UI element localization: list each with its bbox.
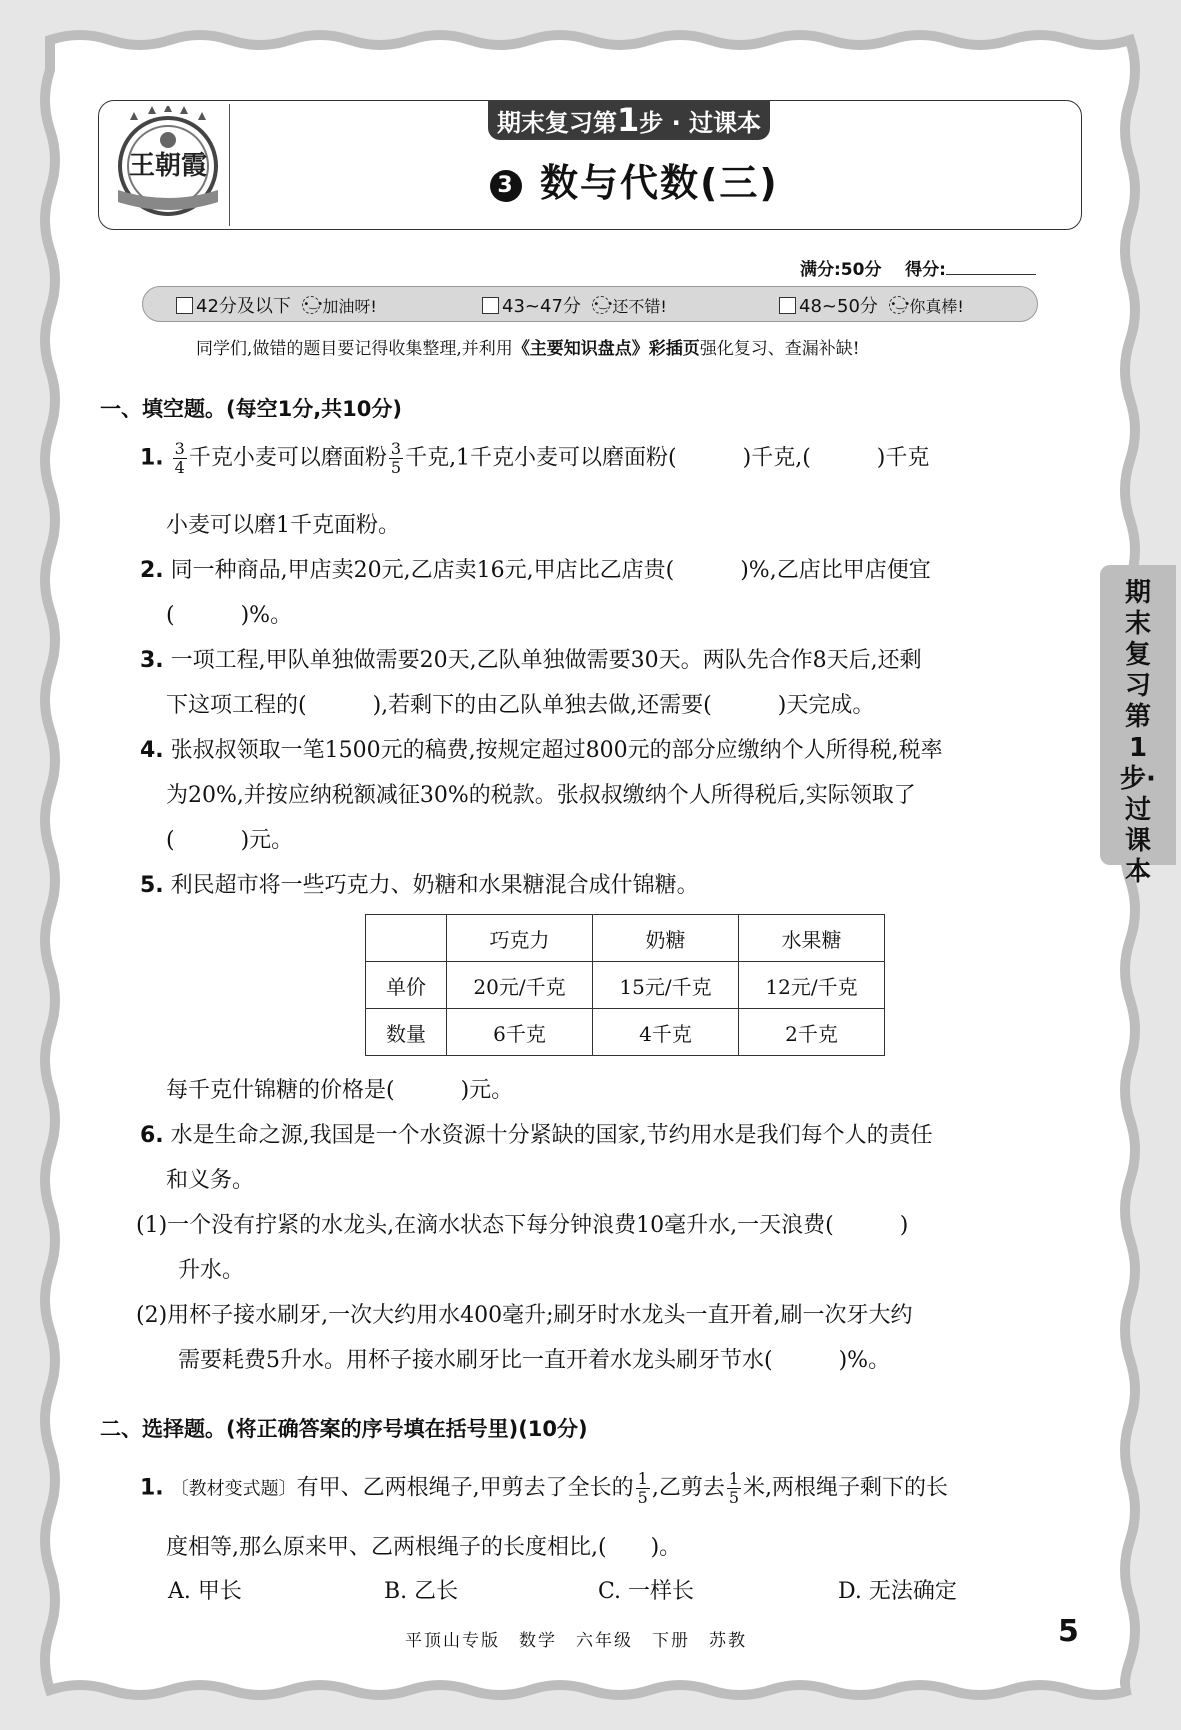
got-score-label: 得分: — [905, 260, 946, 280]
question-1-2-line1: 2. 同一种商品,甲店卖20元,乙店卖16元,甲店比乙店贵( )%,乙店比甲店便宜 — [140, 558, 931, 583]
happy-face-icon: •‿• — [889, 296, 907, 314]
table-cell: 15元/千克 — [593, 962, 739, 1009]
question-1-6-line1: 6. 水是生命之源,我国是一个水资源十分紧缺的国家,节约用水是我们每个人的责任 — [140, 1123, 933, 1148]
level-2-range: 43~47分 — [502, 296, 581, 317]
level-1 — [176, 292, 377, 318]
fraction: $\frac{1}{5}$ — [637, 1469, 648, 1507]
paper-sheet — [45, 35, 1135, 1695]
question-1-1-line1: 1. $\frac{3}{4}$ 千克小麦可以磨面粉 $\frac{3}{5}$ 千克,1千克小麦可以磨面粉( )千克,( )千克 — [140, 439, 930, 477]
question-1-6-sub1-line1: (1)一个没有拧紧的水龙头,在滴水状态下每分钟浪费10毫升水,一天浪费( ) — [136, 1213, 909, 1238]
table-cell: 巧克力 — [447, 915, 593, 962]
score-blank[interactable] — [946, 274, 1036, 275]
level-1-checkbox[interactable] — [176, 297, 193, 314]
smile-face-icon: •‿• — [592, 296, 610, 314]
option-b[interactable]: B. 乙长 — [384, 1579, 459, 1604]
question-1-4-line2: 为20%,并按应纳税额减征30%的税款。张叔叔缴纳个人所得税后,实际领取了 — [166, 783, 916, 808]
notice-bold: 《主要知识盘点》彩插页 — [512, 339, 700, 359]
level-1-range: 42分及以下 — [196, 296, 291, 317]
unit-title-text: 数与代数(三) — [540, 161, 779, 205]
table-cell — [366, 915, 447, 962]
question-1-3-line2: 下这项工程的( ),若剩下的由乙队单独去做,还需要( )天完成。 — [166, 693, 875, 718]
table-header-row — [366, 915, 885, 962]
option-d[interactable]: D. 无法确定 — [838, 1579, 957, 1604]
full-score-label: 满分:50分 — [800, 260, 882, 280]
page-number: 5 — [1058, 1614, 1079, 1649]
side-tab-text: 期末复习第1步·过课本 — [1120, 578, 1156, 887]
table-cell: 奶糖 — [593, 915, 739, 962]
table-cell: 6千克 — [447, 1009, 593, 1056]
publisher-logo — [110, 106, 226, 222]
option-c[interactable]: C. 一样长 — [598, 1579, 695, 1604]
table-cell: 水果糖 — [739, 915, 885, 962]
table-cell: 4千克 — [593, 1009, 739, 1056]
section-2-title: 二、选择题。(将正确答案的序号填在括号里)(10分) — [100, 1417, 588, 1441]
level-3-range: 48~50分 — [799, 296, 878, 317]
notice-text: 同学们,做错的题目要记得收集整理,并利用《主要知识盘点》彩插页强化复习、查漏补缺! — [196, 339, 860, 359]
question-1-1-line2: 小麦可以磨1千克面粉。 — [166, 513, 400, 538]
level-2-checkbox[interactable] — [482, 297, 499, 314]
table-cell: 12元/千克 — [739, 962, 885, 1009]
score-line — [800, 255, 1036, 280]
level-2-comment: 还不错! — [612, 296, 667, 316]
level-2 — [482, 292, 667, 318]
question-1-6-line2: 和义务。 — [166, 1168, 255, 1193]
question-1-4-line1: 4. 张叔叔领取一笔1500元的稿费,按规定超过800元的部分应缴纳个人所得税,税率 — [140, 738, 943, 763]
step-number: 1 — [616, 101, 640, 139]
step-suffix: 步 · 过课本 — [639, 109, 762, 137]
question-1-6-sub2-line1: (2)用杯子接水刷牙,一次大约用水400毫升;刷牙时水龙头一直开着,刷一次牙大约 — [136, 1303, 913, 1328]
level-3-comment: 你真棒! — [909, 296, 964, 316]
question-tag: 〔教材变式题〕 — [170, 1478, 297, 1500]
footer-text: 平顶山专版 数学 六年级 下册 苏教 — [405, 1631, 747, 1651]
cheer-face-icon: •‿• — [302, 296, 320, 314]
question-1-5-line2: 每千克什锦糖的价格是( )元。 — [166, 1078, 514, 1103]
question-1-6-sub2-line2: 需要耗费5升水。用杯子接水刷牙比一直开着水龙头刷牙节水( )%。 — [178, 1348, 891, 1373]
svg-text:王朝霞: 王朝霞 — [128, 151, 208, 181]
question-1-6-sub1-line2: 升水。 — [178, 1258, 245, 1283]
fraction: $\frac{1}{5}$ — [728, 1469, 740, 1507]
question-1-4-line3: ( )元。 — [166, 828, 294, 853]
step-prefix: 期末复习第 — [496, 109, 617, 137]
step-tab — [488, 100, 770, 140]
table-cell: 单价 — [366, 962, 447, 1009]
table-cell: 数量 — [366, 1009, 447, 1056]
unit-number-badge: 3 — [490, 170, 522, 202]
candy-table — [365, 914, 885, 1056]
section-1-title: 一、填空题。(每空1分,共10分) — [100, 397, 403, 421]
level-3-checkbox[interactable] — [779, 297, 796, 314]
fraction: $\frac{3}{4}$ — [174, 439, 185, 477]
header-divider — [229, 104, 230, 226]
fraction: $\frac{3}{5}$ — [390, 439, 402, 477]
level-3 — [779, 292, 964, 318]
option-a[interactable]: A. 甲长 — [168, 1579, 242, 1604]
question-1-2-line2: ( )%。 — [166, 603, 293, 628]
question-1-3-line1: 3. 一项工程,甲队单独做需要20天,乙队单独做需要30天。两队先合作8天后,还剩 — [140, 648, 922, 673]
table-row — [366, 1009, 885, 1056]
level-1-comment: 加油呀! — [322, 296, 377, 316]
question-1-5-line1: 5. 利民超市将一些巧克力、奶糖和水果糖混合成什锦糖。 — [140, 873, 699, 898]
question-2-1-line1: 1. 〔教材变式题〕有甲、乙两根绳子,甲剪去了全长的 $\frac{1}{5}$ ,乙剪去 $\frac{1}{5}$ 米,两根绳子剩下的长 — [140, 1469, 949, 1507]
table-cell: 2千克 — [739, 1009, 885, 1056]
table-cell: 20元/千克 — [447, 962, 593, 1009]
question-2-1-line2: 度相等,那么原来甲、乙两根绳子的长度相比,( )。 — [166, 1535, 682, 1560]
unit-title — [490, 152, 779, 207]
table-row — [366, 962, 885, 1009]
